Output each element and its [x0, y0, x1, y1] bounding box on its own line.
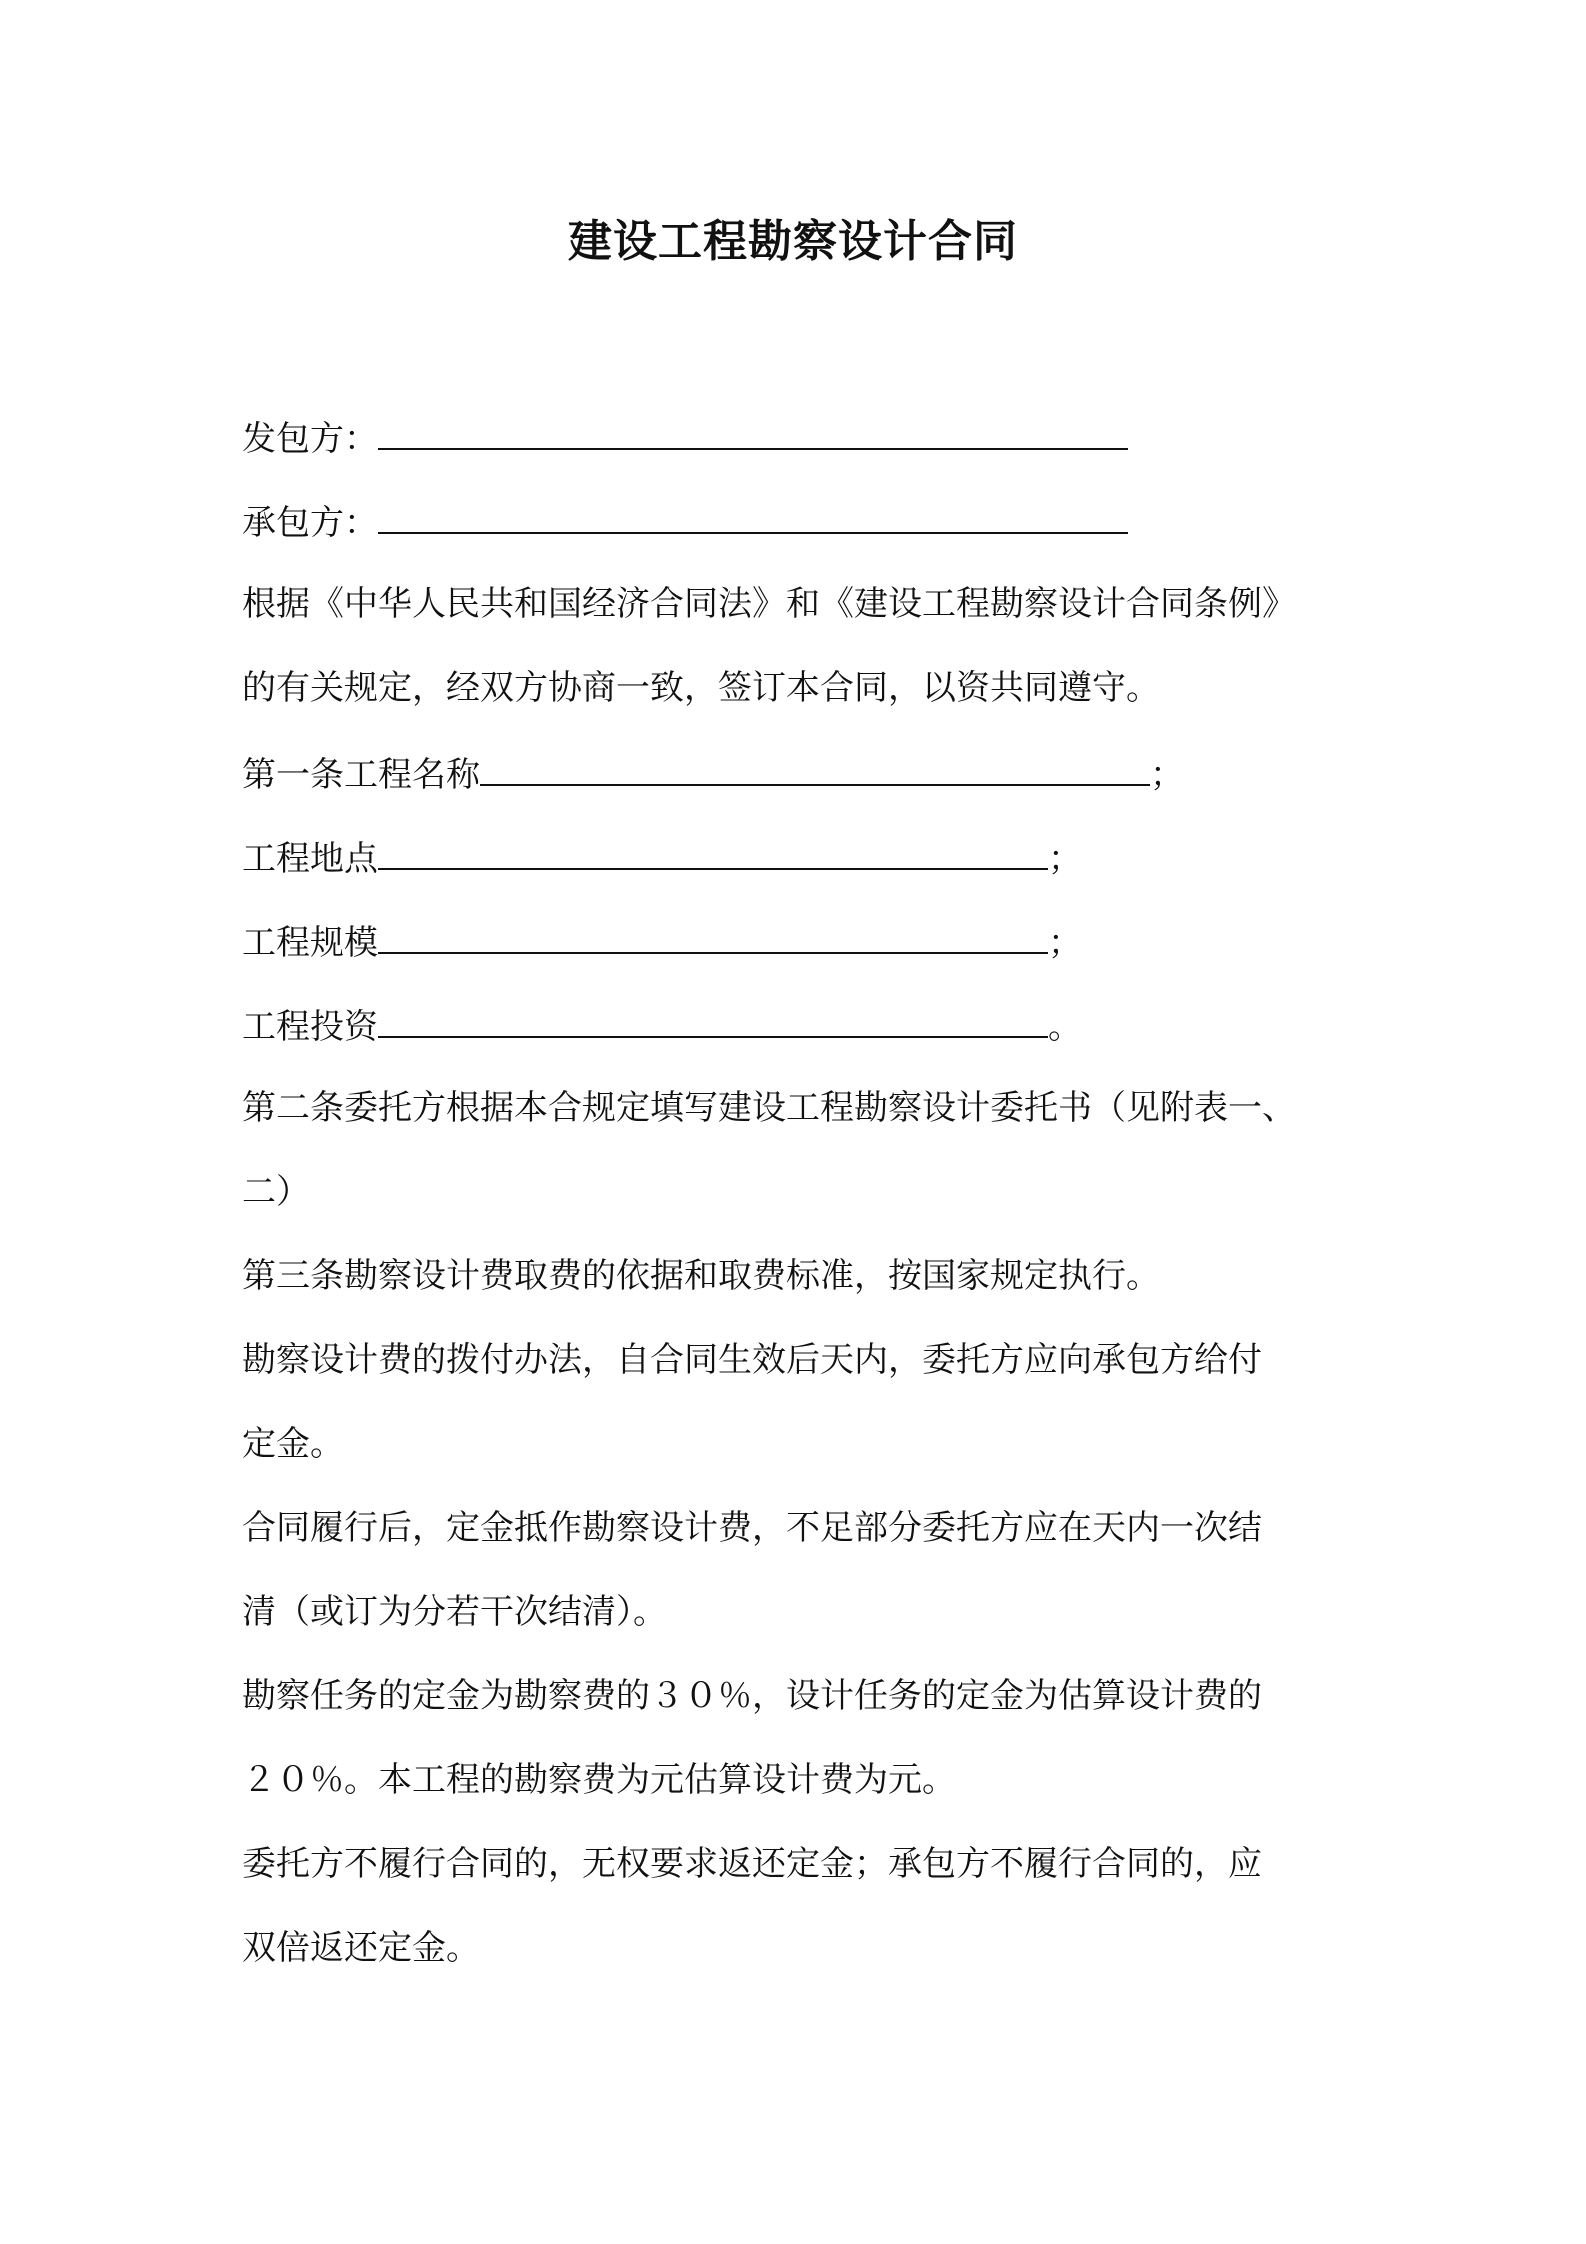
party-a-row: [242, 412, 1128, 463]
project-investment-label: 工程投资: [242, 1007, 378, 1047]
project-scale-field[interactable]: [378, 916, 1048, 954]
party-b-field[interactable]: [378, 496, 1128, 534]
project-location-end: ；: [1048, 839, 1082, 879]
project-name-row: [242, 748, 1184, 799]
project-location-label: 工程地点: [242, 839, 378, 879]
project-location-row: [242, 832, 1082, 883]
project-investment-row: [242, 1000, 1082, 1051]
payment-line-2: 定金。: [242, 1424, 344, 1464]
project-scale-label: 工程规模: [242, 923, 378, 963]
article-2-line-1: 第二条委托方根据本合规定填写建设工程勘察设计委托书（见附表一、: [242, 1088, 1296, 1128]
intro-line-1: 根据《中华人民共和国经济合同法》和《建设工程勘察设计合同条例》: [242, 584, 1296, 624]
article-3-line-1: 第三条勘察设计费取费的依据和取费标准，按国家规定执行。: [242, 1256, 1160, 1296]
project-investment-field[interactable]: [378, 1000, 1048, 1038]
project-scale-row: [242, 916, 1082, 967]
party-b-label: 承包方：: [242, 503, 378, 543]
party-a-field[interactable]: [378, 412, 1128, 450]
payment-line-1: 勘察设计费的拨付办法，自合同生效后天内，委托方应向承包方给付: [242, 1340, 1262, 1380]
document-title: 建设工程勘察设计合同: [568, 216, 1018, 267]
project-scale-end: ；: [1048, 923, 1082, 963]
article-2-line-2: 二）: [242, 1172, 310, 1212]
deposit-line-1: 勘察任务的定金为勘察费的３０％，设计任务的定金为估算设计费的: [242, 1676, 1262, 1716]
intro-line-2: 的有关规定，经双方协商一致，签订本合同，以资共同遵守。: [242, 668, 1160, 708]
deposit-line-2: ２０％。本工程的勘察费为元估算设计费为元。: [242, 1760, 956, 1800]
settlement-line-2: 清（或订为分若干次结清）。: [242, 1592, 667, 1632]
breach-line-1: 委托方不履行合同的，无权要求返还定金；承包方不履行合同的，应: [242, 1844, 1262, 1884]
party-a-label: 发包方：: [242, 419, 378, 459]
project-name-label: 第一条工程名称: [242, 755, 480, 795]
party-b-row: [242, 496, 1128, 547]
project-investment-end: 。: [1048, 1007, 1082, 1047]
breach-line-2: 双倍返还定金。: [242, 1928, 480, 1968]
project-location-field[interactable]: [378, 832, 1048, 870]
settlement-line-1: 合同履行后，定金抵作勘察设计费，不足部分委托方应在天内一次结: [242, 1508, 1262, 1548]
project-name-end: ；: [1150, 755, 1184, 795]
project-name-field[interactable]: [480, 748, 1150, 786]
